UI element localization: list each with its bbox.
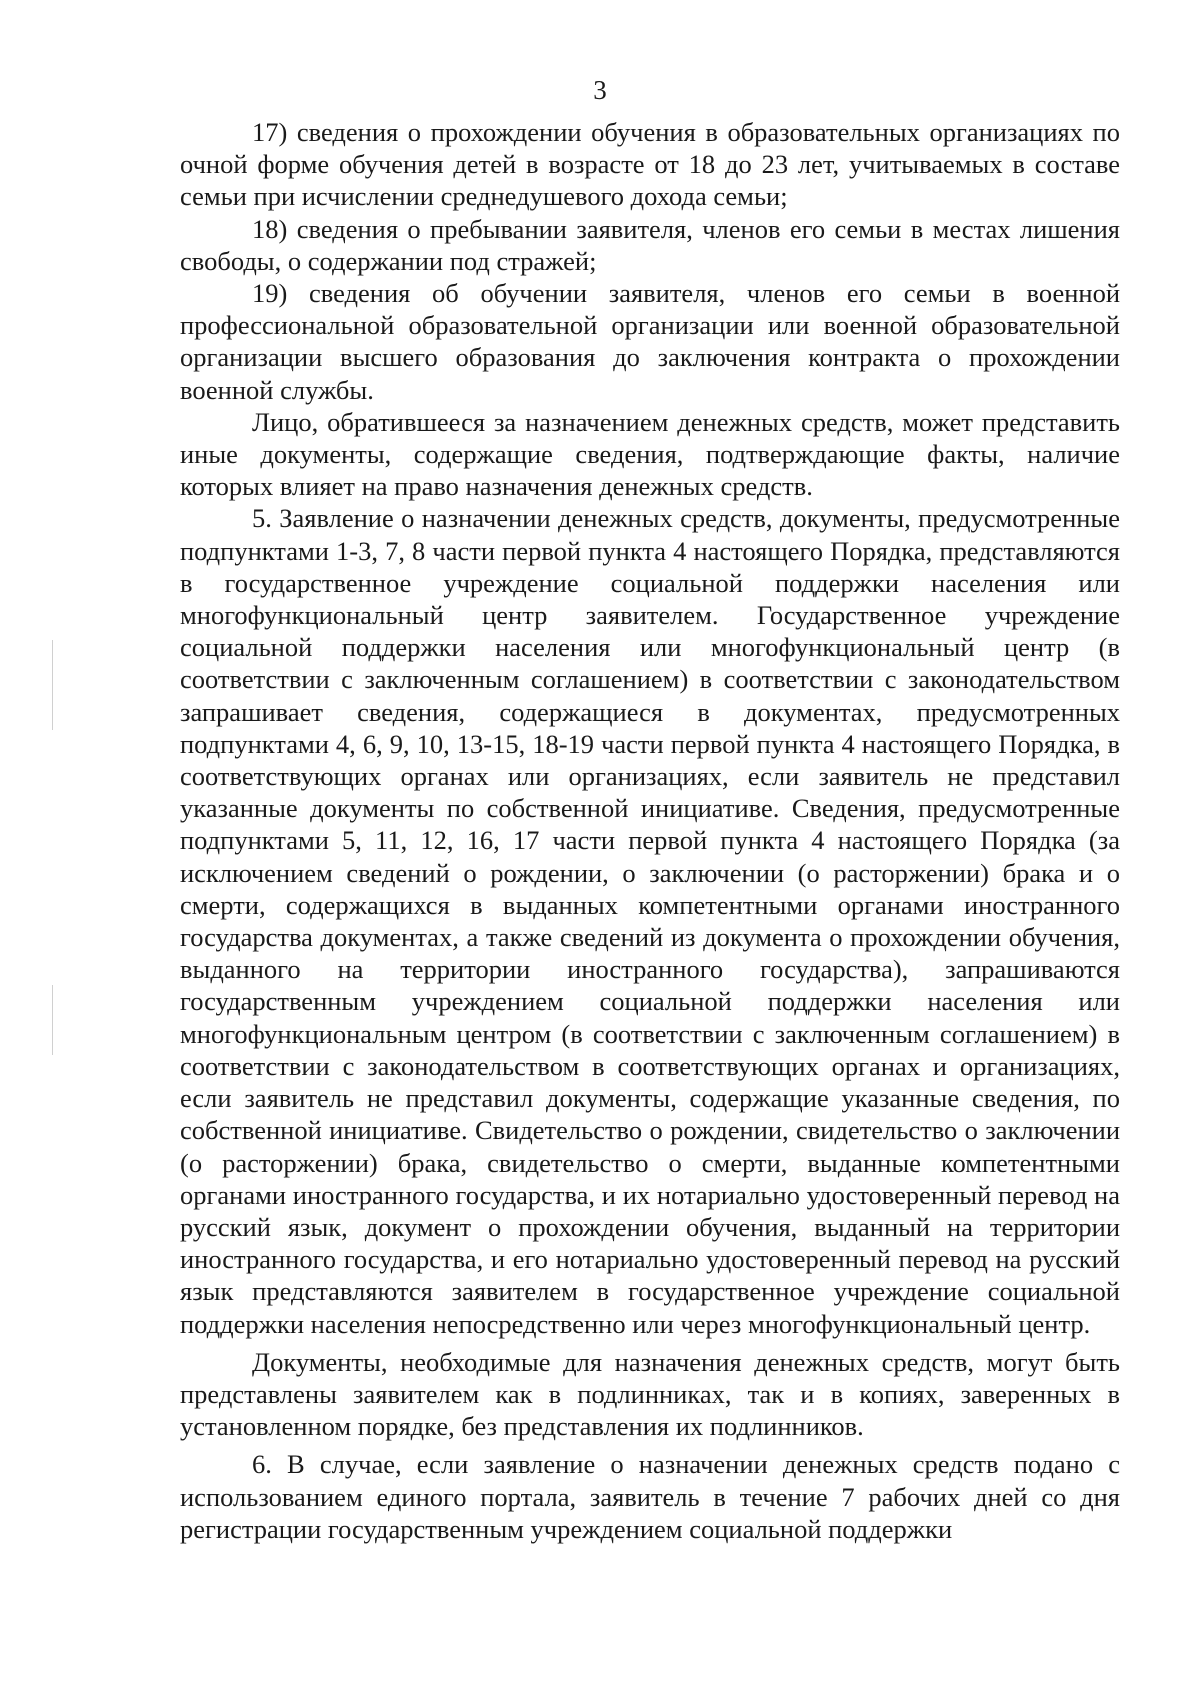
paragraph-item-18: 18) сведения о пребывании заявителя, членов его семьи в местах лишения свободы, о содержании под стражей; [180, 213, 1120, 276]
paragraph-additional-documents: Лицо, обратившееся за назначением денежных средств, может представить иные документы, содержащие сведения, подтверждающие факты, наличие которых влияет на право назначения денежных средств. [180, 406, 1120, 502]
document-body [180, 116, 1120, 1545]
scan-edge-mark [52, 640, 53, 730]
paragraph-section-5: 5. Заявление о назначении денежных средств, документы, предусмотренные подпунктами 1-3, 7, 8 части первой пункта 4 настоящего Порядка, представляются в государственное учреждение социальной поддержки населения или многофункциональный центр заявителем. Государственное учреждение социальной поддержки населения или многофункциональный центр (в соответствии с заключенным соглашением) в соответствии с законодательством запрашивает сведения, содержащиеся в документах, предусмотренных подпунктами 4, 6, 9, 10, 13-15, 18-19 части первой пункта 4 настоящего Порядка, в соответствующих органах или организациях, если заявитель не представил указанные документы по собственной инициативе. Сведения, предусмотренные подпунктами 5, 11, 12, 16, 17 части первой пункта 4 настоящего Порядка (за исключением сведений о рождении, о заключении (о расторжении) брака и о смерти, содержащихся в выданных компетентными органами иностранного государства документах, а также сведений из документа о прохождении обучения, выданного на территории иностранного государства), запрашиваются государственным учреждением социальной поддержки населения или многофункциональным центром (в соответствии с заключенным соглашением) в соответствии с законодательством в соответствующих органах и организациях, если заявитель не представил документы, содержащие указанные сведения, по собственной инициативе. Свидетельство о рождении, свидетельство о заключении (о расторжении) брака, свидетельство о смерти, выданные компетентными органами иностранного государства, и их нотариально удостоверенный перевод на русский язык, документ о прохождении обучения, выданный на территории иностранного государства, и его нотариально удостоверенный перевод на русский язык представляются заявителем в государственное учреждение социальной поддержки населения непосредственно или через многофункциональный центр. [180, 503, 1120, 1339]
paragraph-copies: Документы, необходимые для назначения денежных средств, могут быть представлены заявителем как в подлинниках, так и в копиях, заверенных в установленном порядке, без представления их подлинников. [180, 1346, 1120, 1442]
page-number: 3 [593, 75, 607, 105]
scan-edge-mark [52, 985, 53, 1055]
paragraph-section-6: 6. В случае, если заявление о назначении денежных средств подано с использованием единого портала, заявитель в течение 7 рабочих дней со дня регистрации государственным учреждением социальной поддержки [180, 1449, 1120, 1544]
paragraph-item-19: 19) сведения об обучении заявителя, членов его семьи в военной профессиональной образовательной организации или военной образовательной организации высшего образования до заключения контракта о прохождении военной службы. [180, 278, 1120, 405]
paragraph-item-17: 17) сведения о прохождении обучения в образовательных организациях по очной форме обучения детей в возрасте от 18 до 23 лет, учитываемых в составе семьи при исчислении среднедушевого дохода семьи; [180, 117, 1120, 212]
